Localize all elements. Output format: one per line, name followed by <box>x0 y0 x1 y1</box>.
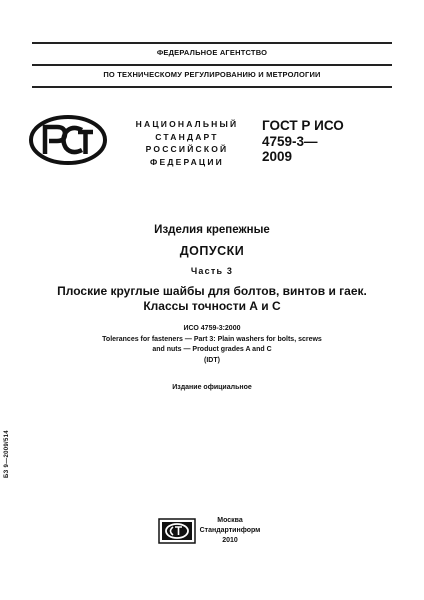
iso-number: ИСО 4759-3:2000 <box>183 325 241 332</box>
part-label: Часть 3 <box>190 266 234 276</box>
subtitle-line-2: Классы точности А и С <box>143 299 281 313</box>
national-standard-line-1: НАЦИОНАЛЬНЫЙ <box>135 119 239 129</box>
designation-line-2: 4759-3— <box>262 133 318 149</box>
designation-line-1: ГОСТ Р ИСО <box>262 118 344 133</box>
side-code: БЗ 9—2009/514 <box>4 430 10 478</box>
top-rule <box>32 42 392 44</box>
main-title: ДОПУСКИ <box>179 244 245 258</box>
publisher-block <box>198 516 262 546</box>
publisher-name: Стандартинформ <box>199 527 261 534</box>
publisher-year: 2010 <box>222 537 238 544</box>
national-standard-line-2: СТАНДАРТ <box>155 131 219 142</box>
subtitle-line-1: Плоские круглые шайбы для болтов, винтов и гаек. <box>57 284 367 298</box>
national-standard-line-3: РОССИЙСКОЙ <box>145 144 229 154</box>
bottom-rule <box>32 86 392 88</box>
iso-english-title-line-2: and nuts — Product grades A and C <box>152 346 272 353</box>
publisher-city: Москва <box>217 517 243 524</box>
middle-rule <box>32 64 392 66</box>
subtitle <box>0 284 424 314</box>
product-group-title: Изделия крепежные <box>154 224 270 236</box>
iso-english-title-line-1: Tolerances for fasteners — Part 3: Plain washers for bolts, screws <box>102 335 322 343</box>
national-standard-line-4: ФЕДЕРАЦИИ <box>150 156 224 167</box>
standartinform-logo-icon <box>158 518 196 544</box>
designation-line-3: 2009 <box>262 149 293 164</box>
rst-logo-icon <box>28 114 108 166</box>
agency-line-2: ПО ТЕХНИЧЕСКОМУ РЕГУЛИРОВАНИЮ И МЕТРОЛОГИИ <box>103 70 321 79</box>
iso-reference <box>0 324 424 366</box>
standard-designation <box>262 118 344 165</box>
edition-label: Издание официальное <box>172 384 252 391</box>
iso-equivalence: (IDT) <box>204 356 220 364</box>
agency-line-1: ФЕДЕРАЛЬНОЕ АГЕНТСТВО <box>156 48 268 57</box>
national-standard-label <box>122 118 252 168</box>
